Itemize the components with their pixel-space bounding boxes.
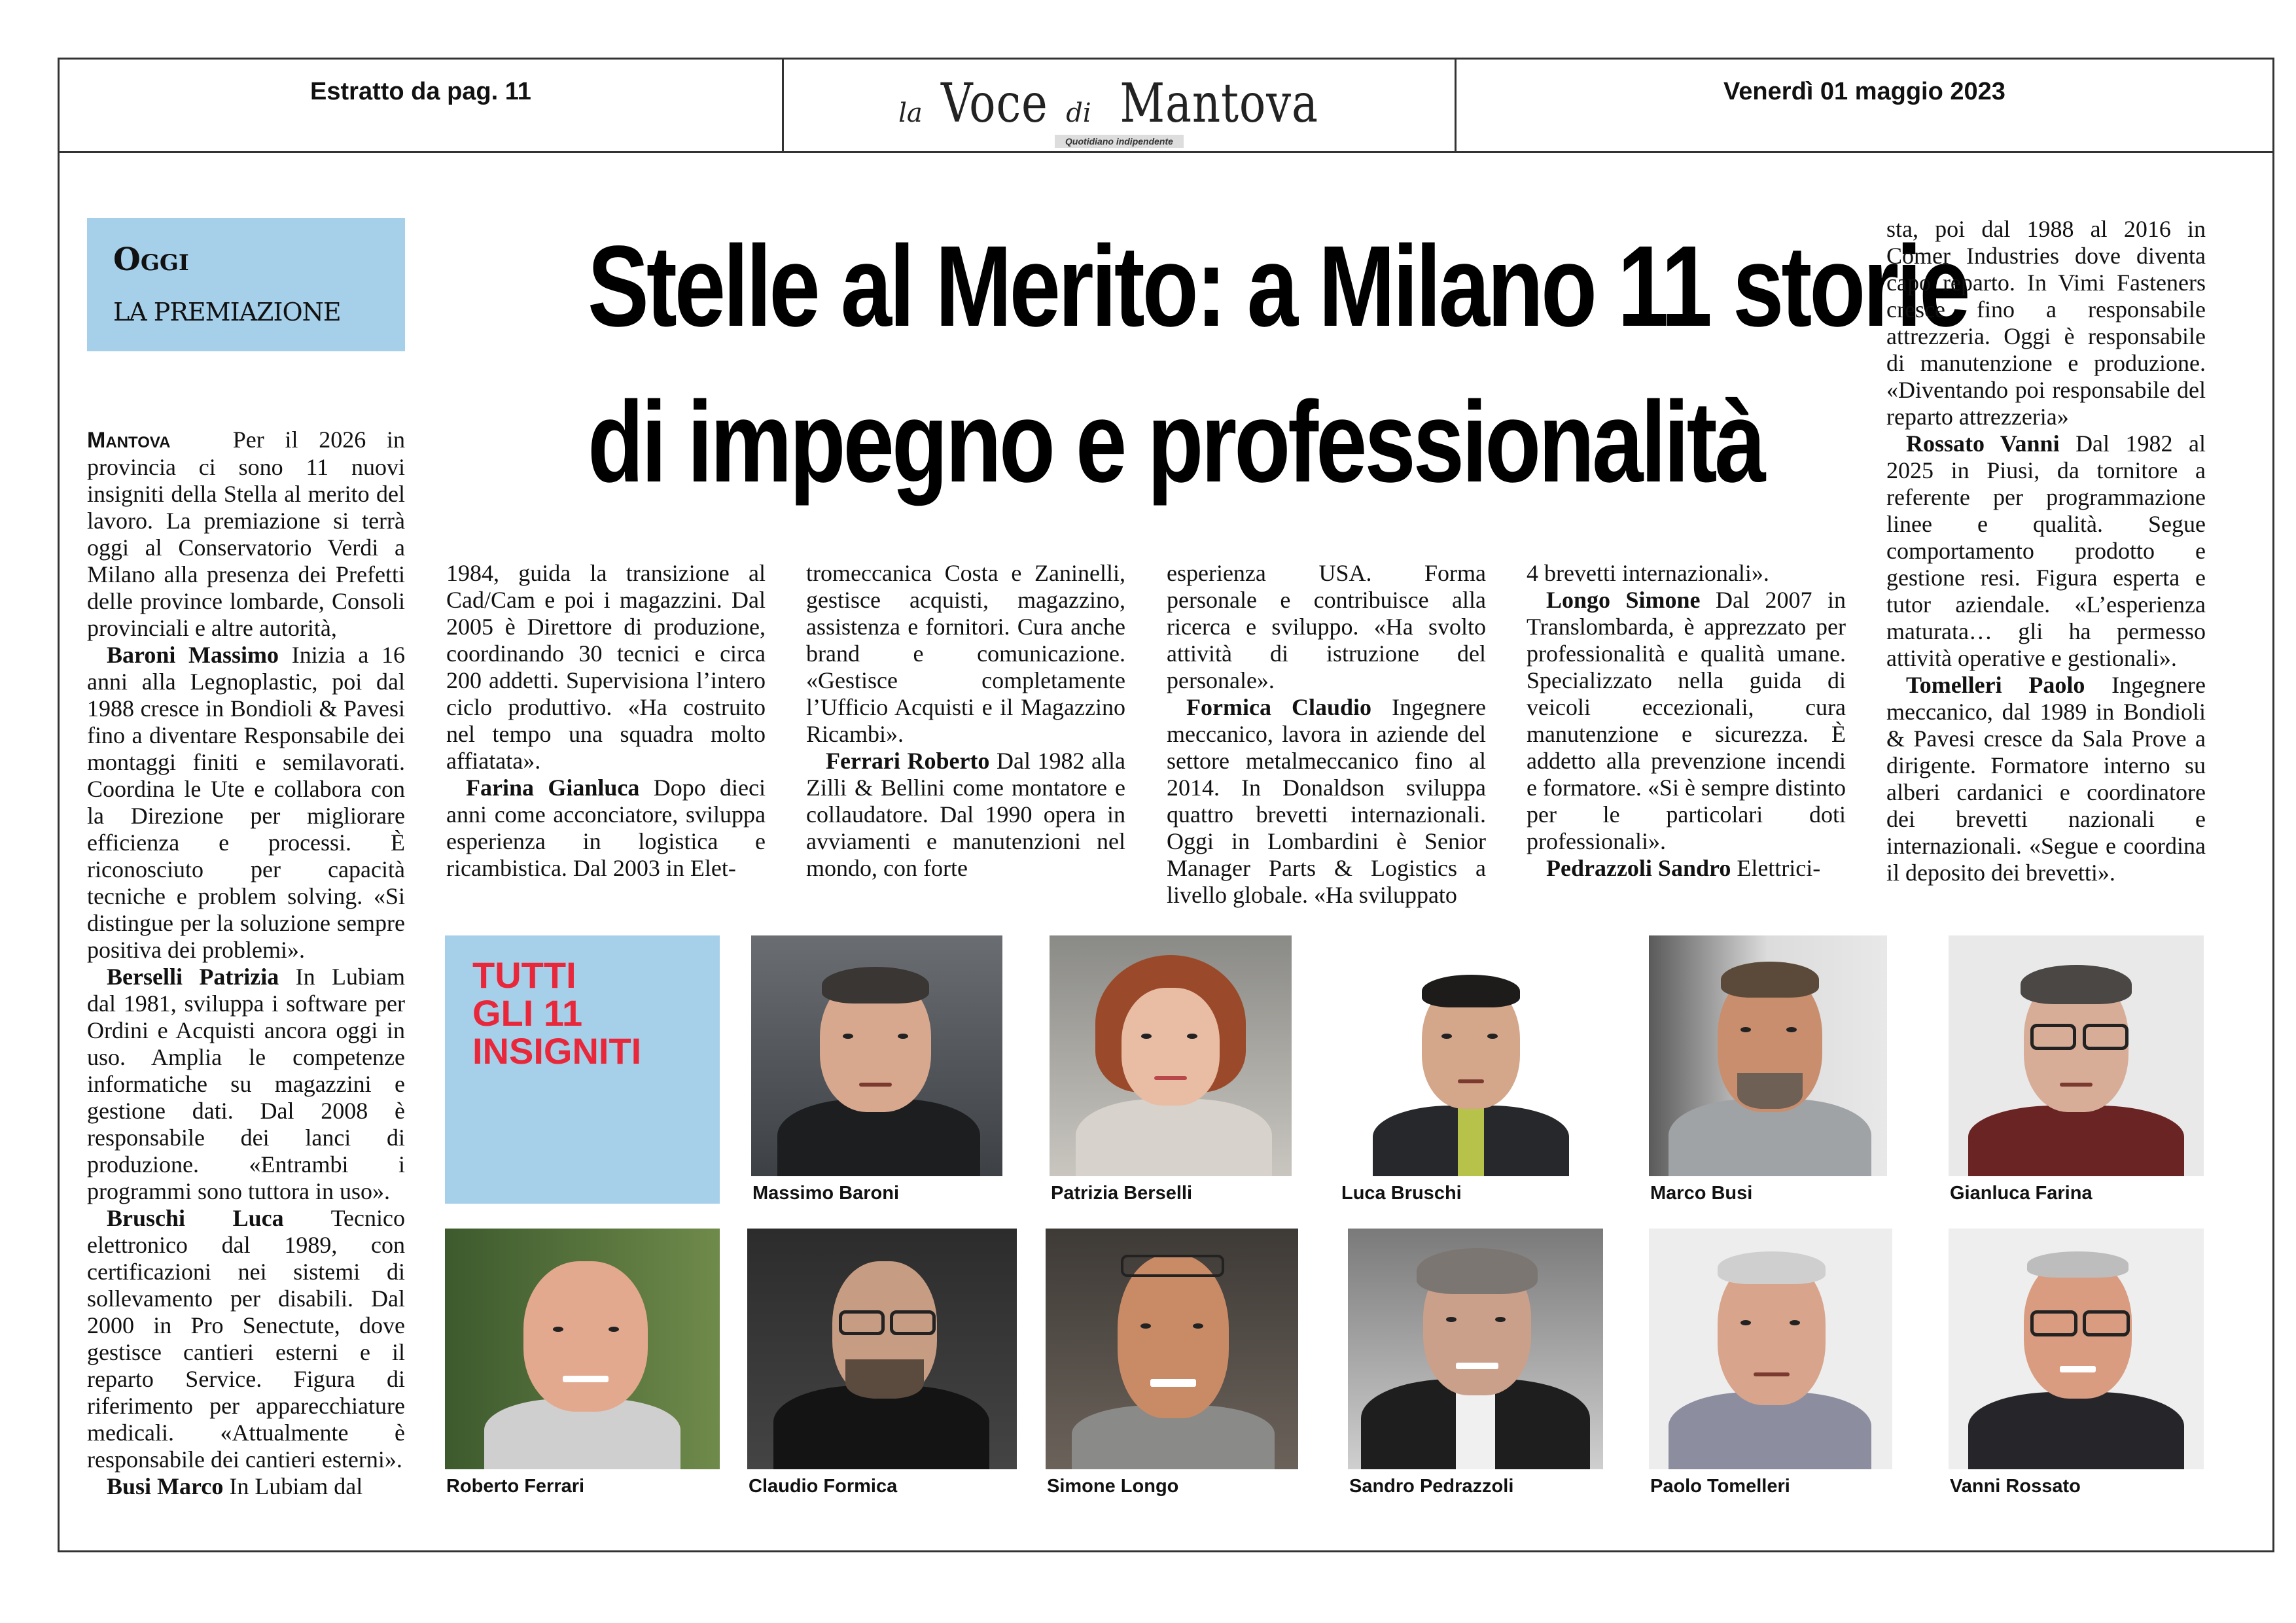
insigniti-box xyxy=(445,935,720,1204)
column-text: 4 brevetti internazionali». xyxy=(1527,560,1769,586)
honoree-text: Ingegnere meccanico, lavora in aziende del settore metalmeccanico fino al 2014. In Donaldson sviluppa quattro brevetti internazionali. Oggi in Lombardini è Senior Manager Parts & Logistics a livello globale. «Ha sviluppato xyxy=(1167,694,1486,908)
masthead-tagline: Quotidiano indipendente xyxy=(1055,135,1184,148)
portrait-caption: Luca Bruschi xyxy=(1341,1183,1462,1204)
honoree-name: Pedrazzoli Sandro xyxy=(1546,855,1731,881)
honoree-name: Tomelleri Paolo xyxy=(1906,672,2085,698)
portrait-caption: Paolo Tomelleri xyxy=(1650,1476,1790,1497)
honoree-text: In Lubiam dal xyxy=(229,1473,363,1499)
masthead-di: di xyxy=(1066,97,1091,128)
insigniti-line-3: INSIGNITI xyxy=(472,1030,642,1072)
oggi-box xyxy=(87,218,405,351)
oggi-subtitle: LA PREMIAZIONE xyxy=(113,298,341,326)
portrait-caption: Claudio Formica xyxy=(749,1476,898,1497)
honoree-name: Formica Claudio xyxy=(1186,694,1372,720)
headline-line-1: Stelle al Merito: a Milano 11 storie xyxy=(588,222,1968,351)
article-column-5 xyxy=(1527,560,1846,882)
column-text: sta, poi dal 1988 al 2016 in Comer Industries dove diventa capo reparto. In Vimi Fasteners cresce fino a responsabile attrezzeria. Oggi è responsabile di manutenzione e produzione. «Diventando poi responsabile del reparto attrezzeria» xyxy=(1886,216,2206,430)
publication-date: Venerdì 01 maggio 2023 xyxy=(1723,78,2005,105)
article-column-2 xyxy=(446,560,766,882)
honoree-name: Baroni Massimo xyxy=(107,642,279,668)
honoree-text: Dal 2007 in Translombarda, è apprezzato per professionalità e qualità umane. Specializzato nella guida di veicoli eccezionali, cura manutenzione e sicurezza. È addetto alla prevenzione incendi e formatore. «Si è sempre distinto per le particolari doti professionali». xyxy=(1527,587,1846,854)
portrait-photo xyxy=(1340,955,1604,1176)
honoree-text: Ingegnere meccanico, dal 1989 in Bondioli & Pavesi cresce da Sala Prove a dirigente. Formatore interno su alberi cardanici e coordinatore dei brevetti nazionali e internazionali. «Segue e coordina il deposito dei brevetti». xyxy=(1886,672,2206,886)
honoree-text: Dal 1982 al 2025 in Piusi, da tornitore a referente per programmazione linee e qualità. Segue comportamento prodotto e gestione resi. Figura esperta e tutor aziendale. «L’esperienza maturata… gli ha permesso attività operative e gestionali». xyxy=(1886,430,2206,671)
masthead-la: la xyxy=(898,97,923,128)
portrait-photo xyxy=(1046,1229,1298,1469)
honoree-name: Farina Gianluca xyxy=(466,775,640,801)
intro-text: Per il 2026 in provincia ci sono 11 nuovi insigniti della Stella al merito del lavoro. La premiazione si terrà oggi al Conservatorio Verdi a Milano alla presenza dei Prefetti delle province lombarde, Consoli provinciali e altre autorità, xyxy=(87,427,406,641)
insigniti-line-2: GLI 11 xyxy=(472,992,583,1034)
portrait-caption: Gianluca Farina xyxy=(1950,1183,2093,1204)
portrait-caption: Massimo Baroni xyxy=(752,1183,899,1204)
insigniti-line-1: TUTTI xyxy=(472,954,576,996)
column-text: esperienza USA. Forma personale e contribuisce alla ricerca e sviluppo. «Ha svolto attività di istruzione del personale». xyxy=(1167,560,1486,693)
article-column-4 xyxy=(1167,560,1486,909)
article-column-3 xyxy=(806,560,1125,882)
column-text: tromeccanica Costa e Zaninelli, gestisce acquisti, magazzino, assistenza e fornitori. Cura anche brand e comunicazione. «Gestisce completamente l’Ufficio Acquisti e il Magazzino Ricambi». xyxy=(806,560,1125,747)
honoree-name: Rossato Vanni xyxy=(1906,430,2060,457)
column-text: 1984, guida la transizione al Cad/Cam e poi i magazzini. Dal 2005 è Direttore di produzione, coordinando 30 tecnici e circa 200 addetti. Supervisiona l’intero ciclo produttivo. «Ha costruito nel tempo una squadra molto affiatata». xyxy=(446,560,766,774)
portrait-caption: Roberto Ferrari xyxy=(446,1476,585,1497)
masthead-logo xyxy=(898,73,1340,135)
portrait-caption: Sandro Pedrazzoli xyxy=(1349,1476,1514,1497)
portrait-photo xyxy=(1949,1229,2204,1469)
honoree-text: In Lubiam dal 1981, sviluppa i software per Ordini e Acquisti ancora oggi in uso. Amplia le competenze informatiche su magazzini e gestione dati. Dal 2008 è responsabile dei lanci di produzione. «Entrambi i programmi sono tuttora in uso». xyxy=(87,964,405,1204)
portrait-photo xyxy=(1348,1229,1603,1469)
portrait-photo xyxy=(445,1229,720,1469)
oggi-title: Oggi xyxy=(113,241,189,278)
portrait-caption: Simone Longo xyxy=(1047,1476,1179,1497)
honoree-name: Bruschi Luca xyxy=(107,1205,284,1231)
honoree-text: Dal 1982 alla Zilli & Bellini come montatore e collaudatore. Dal 1990 opera in avviamenti e manutenzioni nel mondo, con forte xyxy=(806,748,1125,881)
honoree-text: Tecnico elettronico dal 1989, con certificazioni nei sistemi di sollevamento per disabili. Dal 2000 in Pro Senectute, dove gestisce cantieri esterni e il reparto Service. Figura di riferimento per apparecchiature medicali. «Attualmente è responsabile dei cantieri esterni». xyxy=(87,1205,405,1473)
portrait-caption: Marco Busi xyxy=(1650,1183,1753,1204)
honoree-text: Dopo dieci anni come acconciatore, sviluppa esperienza in logistica e ricambistica. Dal 2003 in Elet- xyxy=(446,775,766,881)
masthead-voce: Voce xyxy=(940,72,1048,135)
headline-line-2: di impegno e professionalità xyxy=(588,378,1763,506)
honoree-name: Busi Marco xyxy=(107,1473,224,1499)
headline xyxy=(445,222,1968,506)
article-column-6 xyxy=(1886,216,2206,886)
clipping-header xyxy=(58,58,2274,153)
portrait-photo xyxy=(1649,1229,1892,1469)
portrait-photo xyxy=(1949,935,2204,1176)
dateline: Mantova xyxy=(87,428,171,453)
insigniti-title xyxy=(472,956,641,1070)
masthead xyxy=(784,60,1457,151)
article-column-1 xyxy=(87,427,405,1500)
honoree-text: Elettrici- xyxy=(1737,855,1821,881)
portrait-photo xyxy=(747,1229,1017,1469)
portrait-photo xyxy=(1050,935,1292,1176)
portrait-caption: Patrizia Berselli xyxy=(1051,1183,1192,1204)
extract-page-label: Estratto da pag. 11 xyxy=(60,60,784,151)
portrait-caption: Vanni Rossato xyxy=(1950,1476,2081,1497)
portrait-photo xyxy=(751,935,1002,1176)
honoree-name: Longo Simone xyxy=(1546,587,1701,613)
masthead-mantova: Mantova xyxy=(1119,72,1318,135)
honoree-name: Berselli Patrizia xyxy=(107,964,279,990)
honoree-text: Inizia a 16 anni alla Legnoplastic, poi dal 1988 cresce in Bondioli & Pavesi fino a diventare Responsabile dei montaggi finiti e semilavorati. Coordina le Ute e collabora con la Direzione per migliorare efficienza e processi. È riconosciuto per capacità tecniche e problem solving. «Si distingue per la soluzione sempre positiva dei problemi». xyxy=(87,642,405,963)
portrait-photo xyxy=(1649,935,1887,1176)
honoree-name: Ferrari Roberto xyxy=(826,748,990,774)
